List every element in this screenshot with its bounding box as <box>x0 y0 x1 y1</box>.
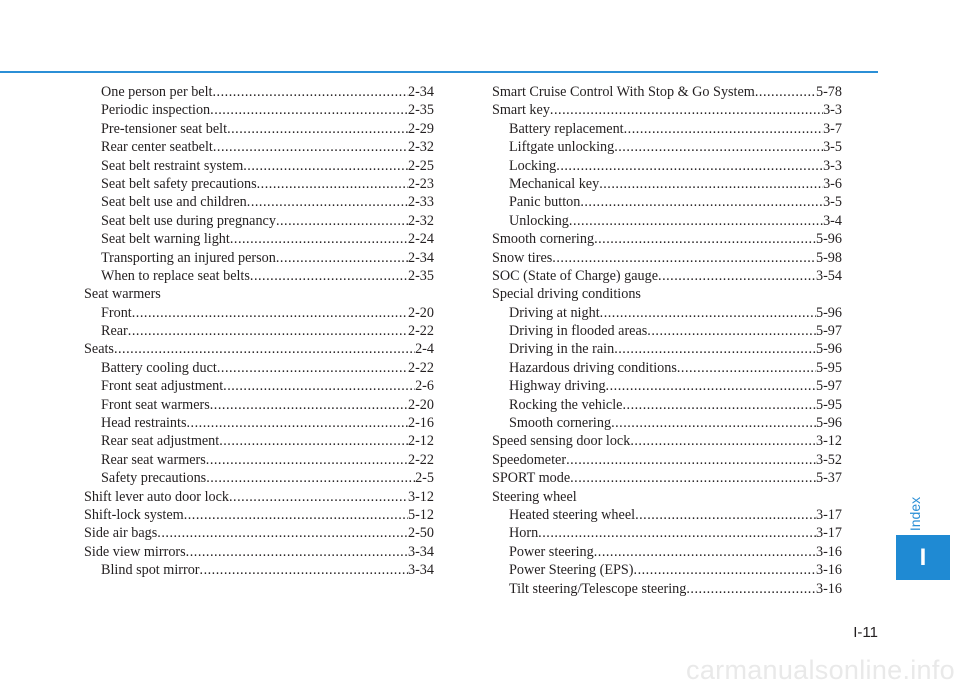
index-term: Seat belt use during pregnancy <box>101 212 276 229</box>
index-page-ref[interactable]: 2-6 <box>415 378 434 395</box>
index-page-ref[interactable]: 2-20 <box>407 304 434 321</box>
index-term: Seat belt restraint system <box>101 157 244 174</box>
index-entry <box>492 249 842 267</box>
index-term: Rear center seatbelt <box>101 139 213 156</box>
index-page-ref[interactable]: 2-22 <box>407 323 434 340</box>
index-term: Pre-tensioner seat belt <box>101 120 228 137</box>
index-term: Smooth cornering <box>492 231 595 248</box>
index-term: Rear seat warmers <box>101 451 206 468</box>
index-entry <box>84 524 434 542</box>
dot-leader <box>223 377 415 395</box>
index-page-ref[interactable]: 3-52 <box>815 451 842 468</box>
dot-leader <box>550 101 823 119</box>
dot-leader <box>186 543 408 561</box>
index-term: Blind spot mirror <box>101 562 200 579</box>
index-term: Panic button <box>509 194 581 211</box>
index-term: Smart key <box>492 102 550 119</box>
dot-leader <box>219 432 408 450</box>
index-page-ref[interactable]: 2-20 <box>407 396 434 413</box>
index-page-ref[interactable]: 2-22 <box>407 451 434 468</box>
index-subentry <box>84 249 434 267</box>
index-entry <box>492 451 842 469</box>
index-page-ref[interactable]: 3-16 <box>815 562 842 579</box>
index-term: Special driving conditions <box>492 286 641 303</box>
index-page-ref[interactable]: 2-50 <box>407 525 434 542</box>
index-term: Driving in flooded areas <box>509 323 648 340</box>
index-page-ref[interactable]: 2-16 <box>407 415 434 432</box>
index-term: One person per belt <box>101 84 213 100</box>
index-term: Battery cooling duct <box>101 359 217 376</box>
index-page-ref[interactable]: 3-5 <box>823 194 842 211</box>
index-page-ref[interactable]: 2-24 <box>407 231 434 248</box>
index-entry <box>492 83 842 101</box>
index-entry <box>492 101 842 119</box>
index-page-ref[interactable]: 3-34 <box>407 562 434 579</box>
dot-leader <box>624 120 823 138</box>
index-term: Shift lever auto door lock <box>84 488 229 505</box>
index-term: Power steering <box>509 543 594 560</box>
index-term: Speed sensing door lock <box>492 433 631 450</box>
dot-leader <box>658 267 816 285</box>
index-term: Side view mirrors <box>84 543 186 560</box>
index-subentry <box>84 157 434 175</box>
dot-leader <box>206 451 408 469</box>
index-subentry <box>84 451 434 469</box>
index-subentry <box>84 377 434 395</box>
index-page-ref[interactable]: 3-17 <box>815 525 842 542</box>
index-term: Shift-lock system <box>84 506 184 523</box>
index-page-ref[interactable]: 2-34 <box>407 249 434 266</box>
index-subentry <box>492 506 842 524</box>
dot-leader <box>227 120 408 138</box>
index-subentry <box>84 469 434 487</box>
index-term: Periodic inspection <box>101 102 211 119</box>
dot-leader <box>634 561 816 579</box>
index-subentry <box>492 304 842 322</box>
index-page-ref[interactable]: 3-16 <box>815 543 842 560</box>
index-page-ref[interactable]: 3-5 <box>823 139 842 156</box>
dot-leader <box>580 193 823 211</box>
index-entry <box>492 267 842 285</box>
index-subentry <box>492 340 842 358</box>
index-subentry <box>84 396 434 414</box>
index-term: Unlocking <box>509 212 569 229</box>
index-page-ref[interactable]: 3-54 <box>815 267 842 284</box>
dot-leader <box>600 304 816 322</box>
index-term: Highway driving <box>509 378 606 395</box>
dot-leader <box>257 175 408 193</box>
dot-leader <box>635 506 816 524</box>
index-term: Power Steering (EPS) <box>509 562 634 579</box>
index-term: Driving in the rain <box>509 341 615 358</box>
index-page-ref[interactable]: 5-96 <box>815 231 842 248</box>
index-term: Rocking the vehicle <box>509 396 623 413</box>
index-page-ref[interactable]: 5-37 <box>815 470 842 487</box>
index-term: Snow tires <box>492 249 553 266</box>
dot-leader <box>276 249 408 267</box>
dot-leader <box>594 543 816 561</box>
dot-leader <box>230 230 408 248</box>
index-term: When to replace seat belts <box>101 267 250 284</box>
dot-leader <box>611 414 816 432</box>
index-entry <box>84 488 434 506</box>
index-subentry <box>492 212 842 230</box>
dot-leader <box>569 212 823 230</box>
header-rule <box>0 71 878 73</box>
dot-leader <box>210 101 408 119</box>
index-term: Seat belt warning light <box>101 231 230 248</box>
index-page-ref[interactable]: 2-35 <box>407 102 434 119</box>
index-page-ref[interactable]: 3-4 <box>823 212 842 229</box>
dot-leader <box>552 249 816 267</box>
dot-leader <box>187 414 408 432</box>
index-subentry <box>492 543 842 561</box>
index-subentry <box>84 120 434 138</box>
dot-leader <box>647 322 816 340</box>
index-page-ref[interactable]: 2-32 <box>407 212 434 229</box>
index-entry <box>84 506 434 524</box>
dot-leader <box>599 175 823 193</box>
index-term: Smooth cornering <box>509 415 612 432</box>
index-subentry <box>84 432 434 450</box>
index-page-ref[interactable]: 5-96 <box>815 304 842 321</box>
index-page-ref[interactable]: 2-25 <box>407 157 434 174</box>
index-entry <box>492 488 842 506</box>
index-page-ref[interactable]: 3-3 <box>823 102 842 119</box>
index-entry <box>492 285 842 303</box>
index-page-ref[interactable]: 5-96 <box>815 341 842 358</box>
index-column-right <box>492 83 842 598</box>
index-page-ref[interactable]: 2-4 <box>415 341 434 358</box>
index-page-ref[interactable]: 3-16 <box>815 580 842 597</box>
index-subentry <box>492 175 842 193</box>
dot-leader <box>686 580 816 598</box>
dot-leader <box>132 304 408 322</box>
index-subentry <box>492 377 842 395</box>
index-subentry <box>84 267 434 285</box>
index-subentry <box>84 304 434 322</box>
dot-leader <box>243 157 408 175</box>
index-page-ref[interactable]: 2-12 <box>407 433 434 450</box>
index-entry <box>84 340 434 358</box>
index-page-ref[interactable]: 2-5 <box>415 470 434 487</box>
dot-leader <box>276 212 408 230</box>
watermark: carmanualsonline.info <box>686 655 955 685</box>
index-subentry <box>84 212 434 230</box>
index-page-ref[interactable]: 5-98 <box>815 249 842 266</box>
index-subentry <box>84 138 434 156</box>
index-term: Seat belt use and children <box>101 194 247 211</box>
index-subentry <box>84 175 434 193</box>
index-subentry <box>84 561 434 579</box>
dot-leader <box>217 359 408 377</box>
dot-leader <box>677 359 816 377</box>
dot-leader <box>114 340 415 358</box>
index-term: Side air bags <box>84 525 158 542</box>
dot-leader <box>184 506 408 524</box>
index-subentry <box>84 230 434 248</box>
index-page-ref[interactable]: 3-34 <box>407 543 434 560</box>
index-subentry <box>492 138 842 156</box>
index-page-ref[interactable]: 5-95 <box>815 396 842 413</box>
dot-leader <box>614 138 823 156</box>
index-term: Front seat adjustment <box>101 378 224 395</box>
index-term: Rear seat adjustment <box>101 433 220 450</box>
dot-leader <box>570 469 816 487</box>
index-term: SOC (State of Charge) gauge <box>492 267 659 284</box>
index-page-ref[interactable]: 2-35 <box>407 267 434 284</box>
index-page-ref[interactable]: 2-23 <box>407 175 434 192</box>
dot-leader <box>630 432 816 450</box>
index-page-ref[interactable]: 3-12 <box>407 488 434 505</box>
index-page-ref[interactable]: 5-78 <box>815 84 842 100</box>
index-subentry <box>84 414 434 432</box>
index-term: Horn <box>509 525 539 542</box>
index-term: Seat warmers <box>84 286 161 303</box>
index-entry <box>492 230 842 248</box>
dot-leader <box>538 524 816 542</box>
index-entry <box>492 469 842 487</box>
index-term: Battery replacement <box>509 120 624 137</box>
dot-leader <box>594 230 816 248</box>
index-term: Mechanical key <box>509 175 600 192</box>
side-tab-label-text: Index <box>907 496 923 532</box>
index-tab-letter: I <box>919 543 927 571</box>
index-subentry <box>492 396 842 414</box>
index-entry <box>492 432 842 450</box>
index-subentry <box>84 101 434 119</box>
index-subentry <box>492 580 842 598</box>
index-term: Smart Cruise Control With Stop & Go System <box>492 84 755 100</box>
dot-leader <box>556 157 823 175</box>
index-subentry <box>84 322 434 340</box>
index-entry <box>84 543 434 561</box>
index-subentry <box>492 322 842 340</box>
index-page-ref[interactable]: 2-34 <box>407 84 434 100</box>
index-term: Safety precautions <box>101 470 207 487</box>
index-subentry <box>492 193 842 211</box>
index-term: Steering wheel <box>492 488 577 505</box>
index-term: SPORT mode <box>492 470 571 487</box>
dot-leader <box>206 469 415 487</box>
dot-leader <box>250 267 408 285</box>
index-term: Transporting an injured person <box>101 249 276 266</box>
index-subentry <box>84 359 434 377</box>
dot-leader <box>566 451 816 469</box>
index-term: Heated steering wheel <box>509 506 636 523</box>
index-page-ref[interactable]: 5-97 <box>815 378 842 395</box>
index-page-ref[interactable]: 5-96 <box>815 415 842 432</box>
index-term: Front <box>101 304 132 321</box>
dot-leader <box>229 488 408 506</box>
index-page-ref[interactable]: 3-7 <box>823 120 842 137</box>
index-page-ref[interactable]: 5-12 <box>407 506 434 523</box>
index-term: Front seat warmers <box>101 396 210 413</box>
index-term: Seat belt safety precautions <box>101 175 257 192</box>
index-term: Rear <box>101 323 128 340</box>
index-page-ref[interactable]: 5-97 <box>815 323 842 340</box>
index-subentry <box>492 414 842 432</box>
index-subentry <box>492 561 842 579</box>
index-tab[interactable] <box>896 535 950 580</box>
dot-leader <box>614 340 816 358</box>
dot-leader <box>157 524 408 542</box>
index-term: Driving at night <box>509 304 600 321</box>
index-page-ref[interactable]: 3-17 <box>815 506 842 523</box>
page-number: I-11 <box>853 624 878 641</box>
index-term: Head restraints <box>101 415 187 432</box>
index-page-ref[interactable]: 3-3 <box>823 157 842 174</box>
dot-leader <box>200 561 408 579</box>
index-subentry <box>492 359 842 377</box>
index-term: Hazardous driving conditions <box>509 359 677 376</box>
index-term: Seats <box>84 341 114 358</box>
index-subentry <box>84 193 434 211</box>
index-subentry <box>492 524 842 542</box>
index-page-ref[interactable]: 5-95 <box>815 359 842 376</box>
dot-leader <box>622 396 816 414</box>
index-term: Speedometer <box>492 451 567 468</box>
index-entry <box>84 285 434 303</box>
dot-leader <box>606 377 816 395</box>
index-page-ref[interactable]: 2-29 <box>407 120 434 137</box>
dot-leader <box>247 193 408 211</box>
index-page-ref[interactable]: 3-6 <box>823 175 842 192</box>
index-page-ref[interactable]: 3-12 <box>815 433 842 450</box>
index-term: Locking <box>509 157 557 174</box>
index-subentry <box>492 157 842 175</box>
dot-leader <box>213 138 408 156</box>
index-subentry <box>492 120 842 138</box>
side-tab-label <box>900 492 930 536</box>
dot-leader <box>213 83 408 101</box>
index-term: Tilt steering/Telescope steering <box>509 580 687 597</box>
index-term: Liftgate unlocking <box>509 139 615 156</box>
dot-leader <box>128 322 408 340</box>
index-subentry <box>84 83 434 101</box>
dot-leader <box>210 396 408 414</box>
index-page-ref[interactable]: 2-32 <box>407 139 434 156</box>
index-column-left <box>84 83 434 580</box>
dot-leader <box>755 83 816 101</box>
index-page-ref[interactable]: 2-33 <box>407 194 434 211</box>
index-page-ref[interactable]: 2-22 <box>407 359 434 376</box>
